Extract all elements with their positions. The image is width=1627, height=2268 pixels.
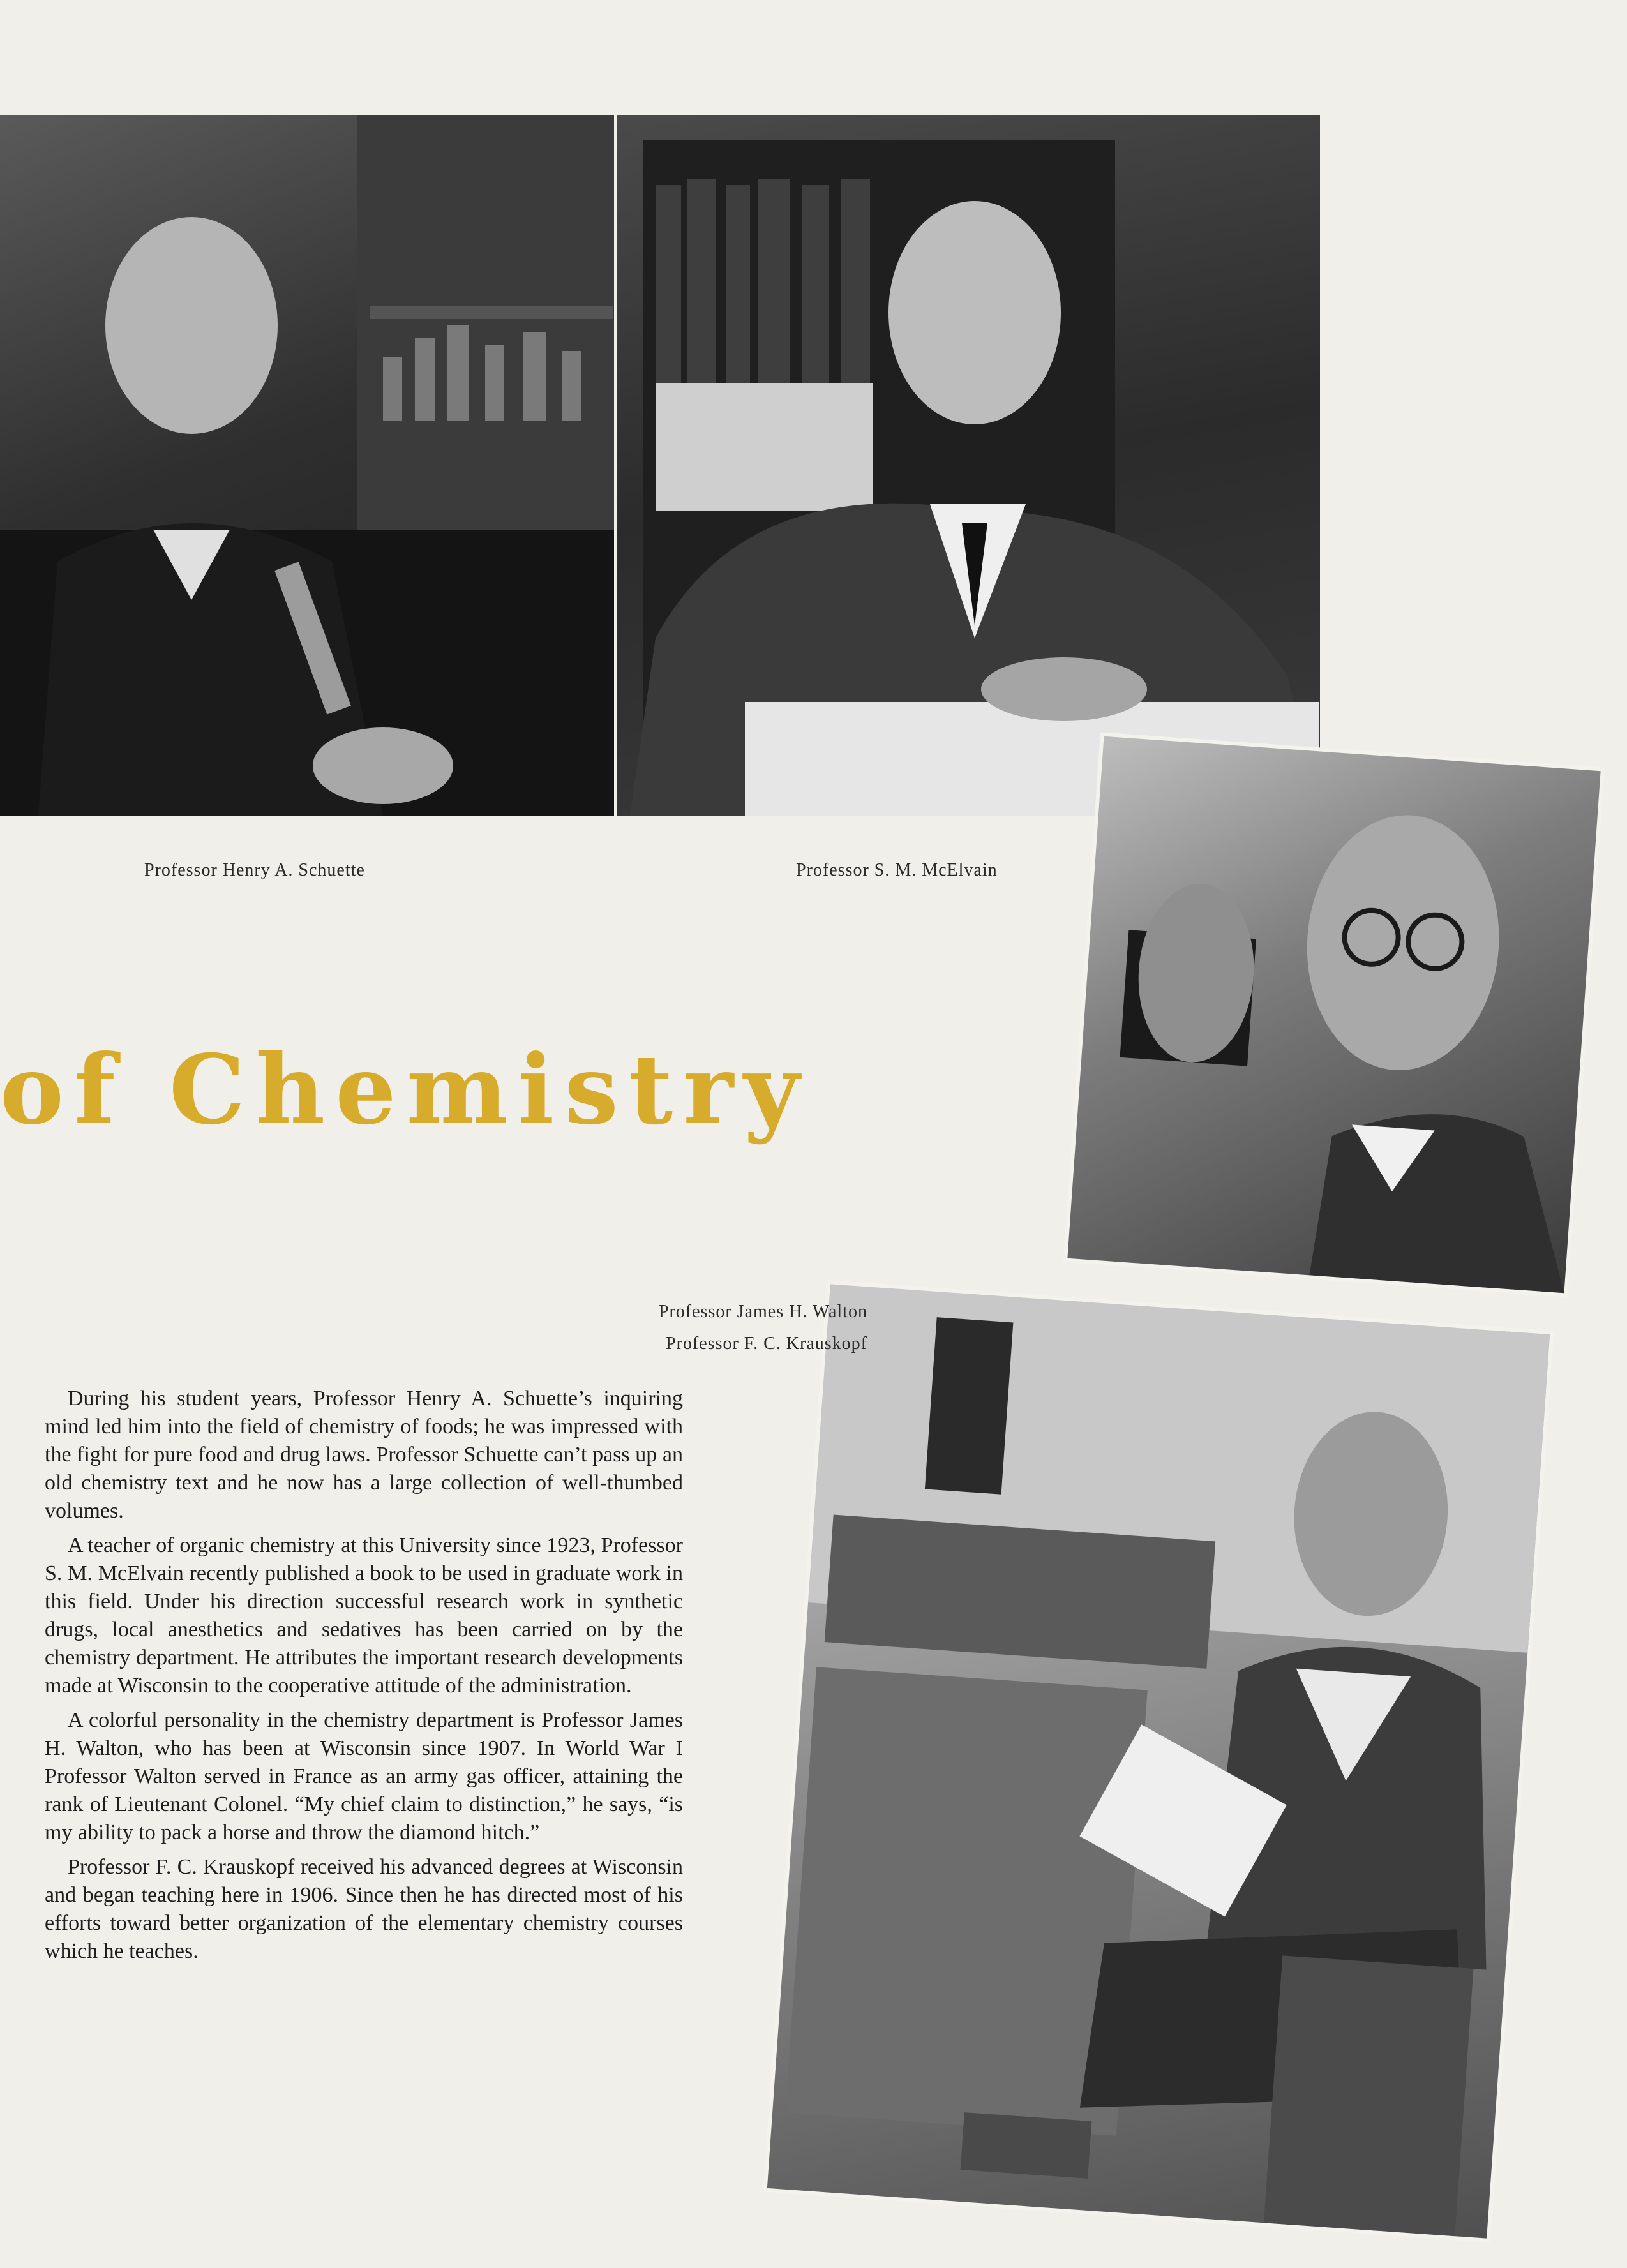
paragraph-walton: A colorful personality in the chemistry department is Professor James H. Walton, who has been at Wisconsin since 1907. In World War I Professor Walton served in France as an army gas officer, attaining the rank of Lieutenant Colonel. “My chief claim to distinction,” he says, “is my ability to pack a horse and throw the diamond hitch.” bbox=[45, 1708, 683, 1844]
photo-professor-walton bbox=[1067, 736, 1600, 1293]
caption-krauskopf: Professor F. C. Krauskopf bbox=[666, 1334, 867, 1354]
caption-schuette: Professor Henry A. Schuette bbox=[144, 860, 365, 880]
paragraph-mcelvain: A teacher of organic chemistry at this University since 1923, Professor S. M. McElvain recently published a book to be used in graduate work in this field. Under his direction successful research work in synthetic drugs, local anesthetics and sedatives has been carried on by the chemistry department. He attributes the important research developments made at Wisconsin to the cooperative attitude of the administration. bbox=[45, 1533, 683, 1697]
photo-professor-mcelvain bbox=[617, 115, 1320, 816]
caption-mcelvain: Professor S. M. McElvain bbox=[796, 860, 998, 880]
photo-professor-schuette bbox=[0, 115, 614, 816]
portrait-illustration bbox=[767, 1284, 1550, 2238]
page-title: of Chemistry bbox=[0, 1034, 810, 1146]
paragraph-schuette: During his student years, Professor Henry A. Schuette’s inquiring mind led him into the field of chemistry of foods; he was impressed with the fight for pure food and drug laws. Professor Schuette can’t pass up an old chemistry text and he now has a large collection of well-thumbed volumes. bbox=[45, 1387, 683, 1523]
portrait-illustration bbox=[1067, 736, 1600, 1293]
article-body bbox=[45, 1385, 683, 1972]
portrait-illustration bbox=[617, 115, 1320, 816]
portrait-illustration bbox=[0, 115, 614, 816]
photo-professor-krauskopf bbox=[767, 1284, 1550, 2238]
caption-walton: Professor James H. Walton bbox=[658, 1302, 867, 1322]
paragraph-krauskopf: Professor F. C. Krauskopf received his advanced degrees at Wisconsin and began teaching here in 1906. Since then he has directed most of his efforts toward better organization of the elementary chemistry courses which he teaches. bbox=[45, 1855, 683, 1963]
